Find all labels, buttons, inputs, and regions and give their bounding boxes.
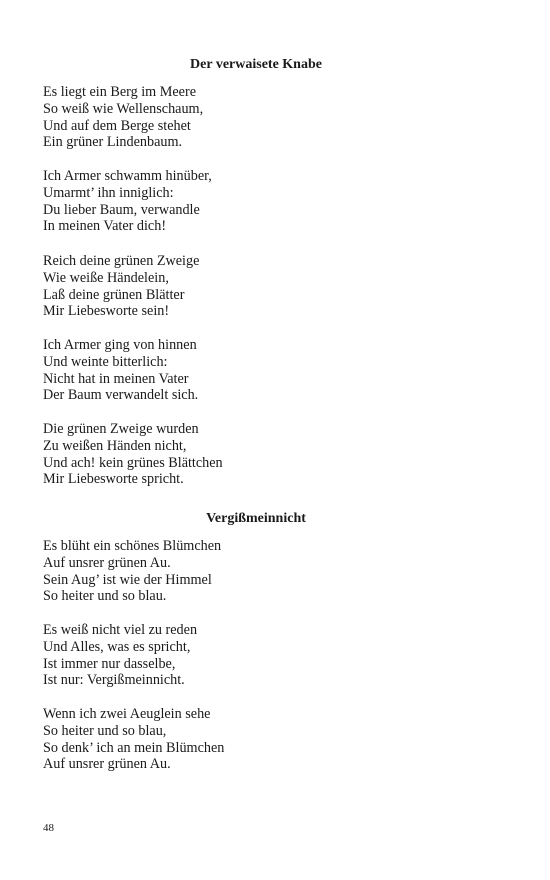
verse-line: So heiter und so blau, (43, 722, 167, 739)
verse-line: Ist nur: Vergißmeinnicht. (43, 672, 185, 689)
verse-line: In meinen Vater dich! (43, 218, 167, 235)
stanza (43, 84, 203, 151)
verse-line: Nicht hat in meinen Vater (43, 370, 189, 387)
poem-title: Der verwaisete Knabe (190, 57, 322, 72)
verse-line: Es blüht ein schönes Blümchen (43, 538, 222, 554)
verse-line: Zu weißen Händen nicht, (43, 437, 187, 454)
verse-line: Und auf dem Berge stehet (43, 117, 191, 134)
verse-line: Auf unsrer grünen Au. (43, 554, 171, 571)
verse-line: Ist immer nur dasselbe, (43, 655, 176, 672)
stanza (43, 538, 221, 605)
verse-line: Und Alles, was es spricht, (43, 638, 191, 655)
verse-line: Mir Liebesworte sein! (43, 303, 170, 320)
verse-line: Reich deine grünen Zweige (43, 253, 200, 269)
poem-title: Vergißmeinnicht (206, 511, 306, 526)
verse-line: Der Baum verwandelt sich. (43, 387, 199, 404)
verse-line: Es liegt ein Berg im Meere (43, 84, 197, 100)
stanza (43, 706, 224, 773)
verse-line: Ein grüner Lindenbaum. (43, 134, 183, 151)
verse-line: Die grünen Zweige wurden (43, 421, 199, 437)
verse-line: Wenn ich zwei Aeuglein sehe (43, 706, 211, 722)
verse-line: Du lieber Baum, verwandle (43, 201, 200, 218)
verse-line: Mir Liebesworte spricht. (43, 471, 184, 488)
verse-line: Ich Armer schwamm hinüber, (43, 168, 212, 184)
verse-line: Und weinte bitterlich: (43, 353, 168, 370)
stanza (43, 622, 197, 689)
verse-line: So denk’ ich an mein Blümchen (43, 739, 225, 756)
verse-line: Es weiß nicht viel zu reden (43, 622, 198, 638)
verse-line: Laß deine grünen Blätter (43, 286, 185, 303)
page-number: 48 (43, 822, 54, 834)
stanza (43, 337, 198, 404)
verse-line: Auf unsrer grünen Au. (43, 756, 171, 773)
verse-line: Umarmt’ ihn inniglich: (43, 184, 174, 201)
verse-line: Wie weiße Händelein, (43, 269, 169, 286)
verse-line: So weiß wie Wellenschaum, (43, 100, 204, 117)
verse-line: Ich Armer ging von hinnen (43, 337, 197, 353)
verse-line: Sein Aug’ ist wie der Himmel (43, 571, 212, 588)
stanza (43, 253, 199, 320)
verse-line: Und ach! kein grünes Blättchen (43, 454, 223, 471)
stanza (43, 168, 212, 235)
verse-line: So heiter und so blau. (43, 588, 167, 605)
stanza (43, 421, 223, 488)
